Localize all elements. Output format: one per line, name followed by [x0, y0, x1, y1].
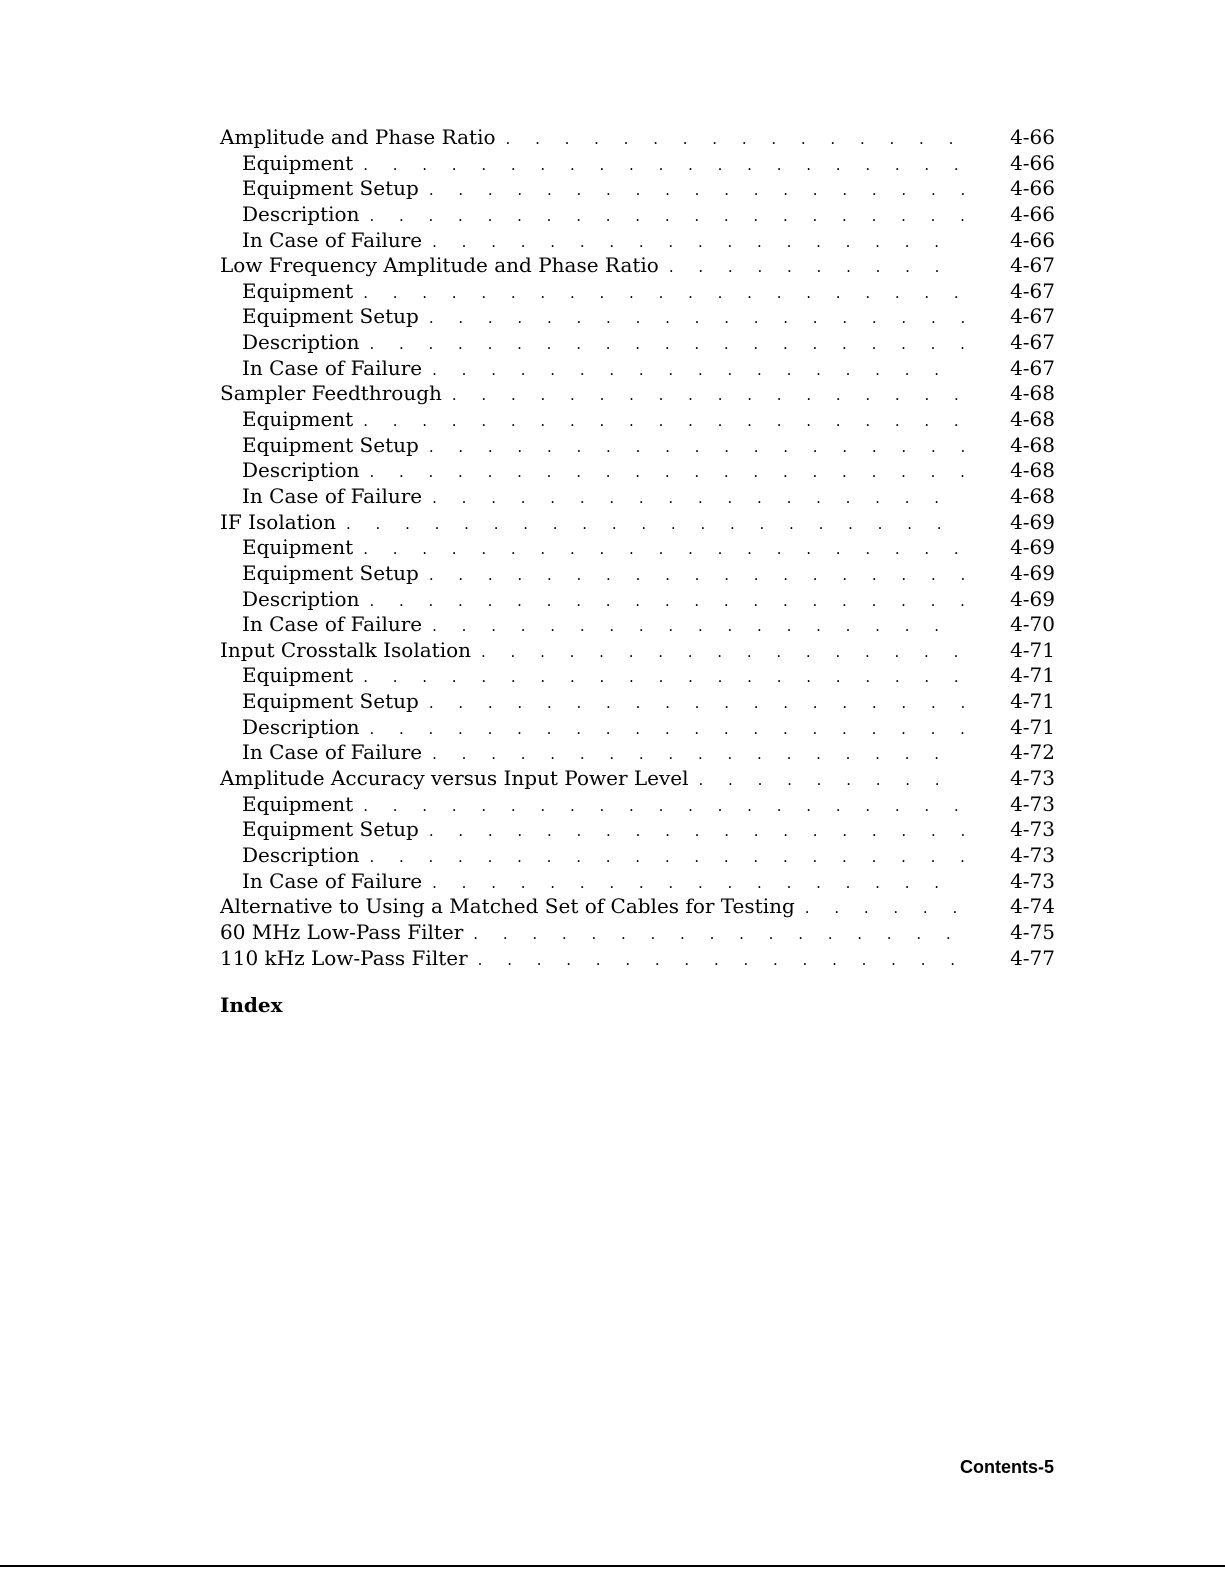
page-bottom-rule: [0, 1565, 1225, 1567]
toc-entry-page-number: 4-71: [1010, 714, 1055, 739]
toc-entry[interactable]: [220, 381, 1055, 407]
toc-entry-title: Equipment Setup: [242, 304, 419, 329]
toc-dot-leader: [432, 230, 965, 256]
toc-entry-page-number: 4-72: [1010, 740, 1055, 765]
toc-entry[interactable]: [220, 766, 1055, 792]
toc-subentry[interactable]: [220, 151, 1055, 177]
toc-entry-page-number: 4-67: [1010, 330, 1055, 355]
toc-subentry[interactable]: [220, 869, 1055, 895]
toc-entry-title: In Case of Failure: [242, 868, 423, 893]
toc-dot-leader: [363, 794, 965, 820]
toc-entry-title: Amplitude and Phase Ratio: [220, 125, 496, 149]
toc-entry[interactable]: [220, 125, 1055, 151]
toc-dot-leader: [432, 486, 965, 512]
toc-dot-leader: [369, 204, 965, 230]
toc-subentry[interactable]: [220, 561, 1055, 587]
toc-entry-title: In Case of Failure: [242, 483, 423, 508]
toc-entry-title: Equipment: [242, 407, 354, 432]
toc-subentry[interactable]: [220, 433, 1055, 459]
toc-dot-leader: [363, 153, 965, 179]
toc-entry-title: Description: [242, 714, 360, 739]
toc-dot-leader: [506, 127, 965, 153]
toc-subentry[interactable]: [220, 715, 1055, 741]
toc-entry-title: Input Crosstalk Isolation: [220, 637, 472, 662]
toc-entry-title: Description: [242, 458, 360, 483]
toc-entry-title: Description: [242, 842, 360, 867]
toc-entry-page-number: 4-66: [1010, 227, 1055, 252]
toc-entry-page-number: 4-67: [1010, 253, 1055, 278]
toc-entry-page-number: 4-71: [1010, 689, 1055, 714]
toc-dot-leader: [432, 614, 965, 640]
toc-entry[interactable]: [220, 894, 1055, 920]
toc-subentry[interactable]: [220, 279, 1055, 305]
toc-subentry[interactable]: [220, 587, 1055, 613]
toc-entry-title: In Case of Failure: [242, 227, 423, 252]
toc-entry-page-number: 4-77: [1010, 945, 1055, 970]
toc-entry[interactable]: [220, 510, 1055, 536]
toc-subentry[interactable]: [220, 484, 1055, 510]
toc-entry-title: Alternative to Using a Matched Set of Cables for Testing: [220, 894, 795, 919]
toc-entry-title: Low Frequency Amplitude and Phase Ratio: [220, 253, 659, 278]
toc-entry-title: Sampler Feedthrough: [220, 381, 442, 406]
toc-entry[interactable]: [220, 920, 1055, 946]
toc-entry-page-number: 4-73: [1010, 817, 1055, 842]
toc-dot-leader: [478, 948, 965, 974]
toc-entry-page-number: 4-67: [1010, 278, 1055, 303]
toc-entry-page-number: 4-73: [1010, 842, 1055, 867]
toc-entry-page-number: 4-68: [1010, 407, 1055, 432]
toc-dot-leader: [369, 589, 965, 615]
toc-entry-title: In Case of Failure: [242, 612, 423, 637]
toc-dot-leader: [481, 640, 965, 666]
toc-dot-leader: [429, 563, 965, 589]
toc-entry[interactable]: [220, 638, 1055, 664]
toc-entry-page-number: 4-75: [1010, 919, 1055, 944]
toc-entry-page-number: 4-66: [1010, 176, 1055, 201]
toc-entry-page-number: 4-67: [1010, 355, 1055, 380]
toc-entry-page-number: 4-69: [1010, 509, 1055, 534]
toc-entry-page-number: 4-70: [1010, 612, 1055, 637]
page-footer: Contents-5: [960, 1457, 1054, 1477]
toc-entry-title: Description: [242, 586, 360, 611]
toc-dot-leader: [346, 512, 965, 538]
toc-entry-page-number: 4-68: [1010, 458, 1055, 483]
toc-entry-page-number: 4-68: [1010, 483, 1055, 508]
toc-subentry[interactable]: [220, 843, 1055, 869]
toc-subentry[interactable]: [220, 356, 1055, 382]
toc-entry-title: Equipment Setup: [242, 689, 419, 714]
toc-entry-page-number: 4-66: [1010, 150, 1055, 175]
toc-dot-leader: [473, 922, 965, 948]
toc-entry-title: Equipment Setup: [242, 176, 419, 201]
toc-dot-leader: [432, 358, 965, 384]
toc-entry-title: Description: [242, 330, 360, 355]
toc-subentry[interactable]: [220, 740, 1055, 766]
toc-subentry[interactable]: [220, 330, 1055, 356]
index-heading[interactable]: Index: [220, 993, 283, 1017]
toc-entry-page-number: 4-74: [1010, 894, 1055, 919]
toc-entry-page-number: 4-73: [1010, 766, 1055, 791]
toc-dot-leader: [429, 178, 965, 204]
toc-entry-title: In Case of Failure: [242, 740, 423, 765]
toc-entry-title: Equipment: [242, 791, 354, 816]
toc-entry-title: 110 kHz Low-Pass Filter: [220, 945, 468, 970]
table-of-contents: [220, 125, 1055, 971]
toc-subentry[interactable]: [220, 228, 1055, 254]
toc-subentry[interactable]: [220, 304, 1055, 330]
toc-entry-title: Equipment Setup: [242, 432, 419, 457]
toc-dot-leader: [432, 871, 965, 897]
toc-entry-title: 60 MHz Low-Pass Filter: [220, 919, 464, 944]
toc-entry[interactable]: [220, 253, 1055, 279]
toc-entry-page-number: 4-73: [1010, 868, 1055, 893]
toc-dot-leader: [369, 332, 965, 358]
toc-subentry[interactable]: [220, 458, 1055, 484]
toc-entry-page-number: 4-69: [1010, 560, 1055, 585]
toc-entry-title: Equipment: [242, 663, 354, 688]
toc-dot-leader: [369, 717, 965, 743]
toc-dot-leader: [805, 896, 965, 922]
toc-dot-leader: [369, 845, 965, 871]
toc-dot-leader: [429, 691, 965, 717]
toc-entry-title: Equipment: [242, 535, 354, 560]
toc-dot-leader: [363, 665, 965, 691]
toc-entry-title: Amplitude Accuracy versus Input Power Level: [220, 766, 689, 791]
toc-subentry[interactable]: [220, 663, 1055, 689]
toc-entry-title: Equipment Setup: [242, 817, 419, 842]
toc-entry-title: Equipment Setup: [242, 560, 419, 585]
toc-dot-leader: [669, 255, 965, 281]
toc-dot-leader: [363, 281, 965, 307]
toc-entry-title: Equipment: [242, 278, 354, 303]
toc-subentry[interactable]: [220, 792, 1055, 818]
toc-dot-leader: [432, 742, 965, 768]
toc-entry-page-number: 4-67: [1010, 304, 1055, 329]
toc-dot-leader: [699, 768, 965, 794]
toc-subentry[interactable]: [220, 612, 1055, 638]
toc-entry-page-number: 4-71: [1010, 637, 1055, 662]
toc-entry-page-number: 4-69: [1010, 586, 1055, 611]
toc-entry-title: Equipment: [242, 150, 354, 175]
toc-dot-leader: [452, 383, 965, 409]
toc-subentry[interactable]: [220, 407, 1055, 433]
toc-subentry[interactable]: [220, 176, 1055, 202]
toc-entry-title: Description: [242, 201, 360, 226]
toc-entry-page-number: 4-71: [1010, 663, 1055, 688]
toc-subentry[interactable]: [220, 689, 1055, 715]
toc-subentry[interactable]: [220, 817, 1055, 843]
toc-entry-page-number: 4-66: [1010, 125, 1055, 149]
toc-entry-page-number: 4-73: [1010, 791, 1055, 816]
toc-dot-leader: [429, 819, 965, 845]
toc-dot-leader: [429, 435, 965, 461]
toc-entry-title: IF Isolation: [220, 509, 337, 534]
toc-entry-page-number: 4-66: [1010, 201, 1055, 226]
toc-entry-page-number: 4-68: [1010, 432, 1055, 457]
toc-entry-page-number: 4-68: [1010, 381, 1055, 406]
toc-entry-page-number: 4-69: [1010, 535, 1055, 560]
toc-dot-leader: [363, 537, 965, 563]
toc-dot-leader: [369, 460, 965, 486]
toc-dot-leader: [429, 306, 965, 332]
toc-subentry[interactable]: [220, 202, 1055, 228]
toc-entry[interactable]: [220, 946, 1055, 972]
toc-dot-leader: [363, 409, 965, 435]
toc-entry-title: In Case of Failure: [242, 355, 423, 380]
toc-subentry[interactable]: [220, 535, 1055, 561]
